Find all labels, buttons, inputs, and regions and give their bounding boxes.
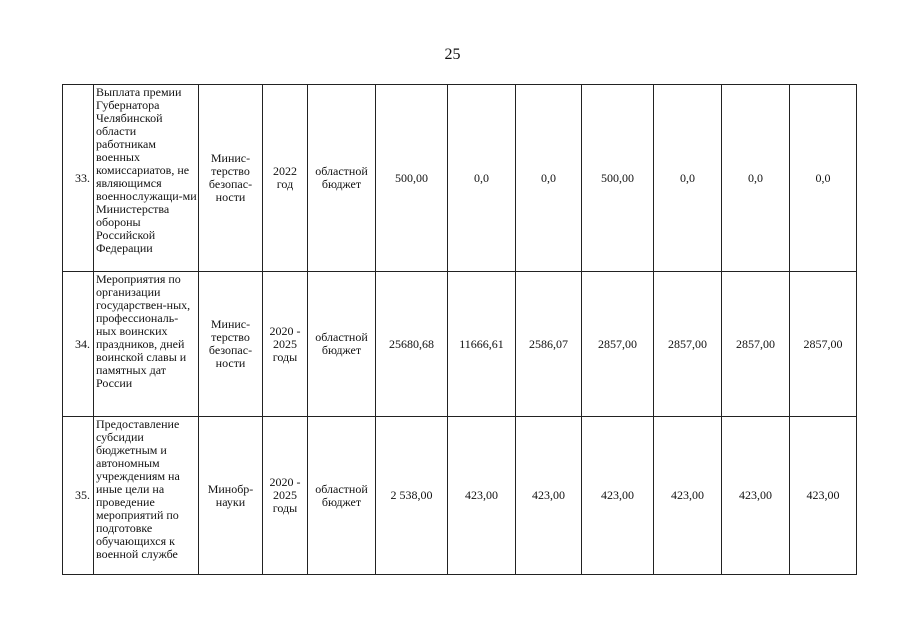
row-number-cell: 33.: [63, 85, 94, 272]
description-cell: Мероприятия по организации государствен-ных, профессиональ-ных воинских праздников, дней воинской славы и памятных дат России: [94, 272, 199, 417]
value-cell: 423,00: [448, 417, 516, 575]
budget-table: [62, 84, 857, 575]
agency-cell: Минобр-науки: [199, 417, 263, 575]
description-cell: Выплата премии Губернатора Челябинской области работникам военных комиссариатов, не являющимся военнослужащи-ми Министерства обороны Российской Федерации: [94, 85, 199, 272]
value-cell: 2586,07: [516, 272, 582, 417]
row-number-cell: 35.: [63, 417, 94, 575]
value-cell: 500,00: [376, 85, 448, 272]
row-number-cell: 34.: [63, 272, 94, 417]
years-cell: 2020 - 2025 годы: [263, 417, 308, 575]
value-cell: 2857,00: [722, 272, 790, 417]
value-cell: 423,00: [516, 417, 582, 575]
table-row: [63, 272, 857, 417]
table-row: [63, 85, 857, 272]
value-cell: 11666,61: [448, 272, 516, 417]
value-cell: 0,0: [516, 85, 582, 272]
page-number: 25: [444, 46, 461, 63]
agency-cell: Минис-терство безопас-ности: [199, 85, 263, 272]
value-cell: 423,00: [582, 417, 654, 575]
value-cell: 0,0: [722, 85, 790, 272]
value-cell: 423,00: [790, 417, 857, 575]
value-cell: 2857,00: [582, 272, 654, 417]
value-cell: 0,0: [448, 85, 516, 272]
value-cell: 0,0: [654, 85, 722, 272]
value-cell: 0,0: [790, 85, 857, 272]
description-cell: Предоставление субсидии бюджетным и автономным учреждениям на иные цели на проведение мероприятий по подготовке обучающихся к военной службе: [94, 417, 199, 575]
value-cell: 500,00: [582, 85, 654, 272]
value-cell: 423,00: [654, 417, 722, 575]
value-cell: 2857,00: [790, 272, 857, 417]
funding-source-cell: областной бюджет: [308, 85, 376, 272]
value-cell: 423,00: [722, 417, 790, 575]
funding-source-cell: областной бюджет: [308, 417, 376, 575]
table-row: [63, 417, 857, 575]
value-cell: 2 538,00: [376, 417, 448, 575]
years-cell: 2022 год: [263, 85, 308, 272]
agency-cell: Минис-терство безопас-ности: [199, 272, 263, 417]
value-cell: 2857,00: [654, 272, 722, 417]
years-cell: 2020 - 2025 годы: [263, 272, 308, 417]
funding-source-cell: областной бюджет: [308, 272, 376, 417]
value-cell: 25680,68: [376, 272, 448, 417]
